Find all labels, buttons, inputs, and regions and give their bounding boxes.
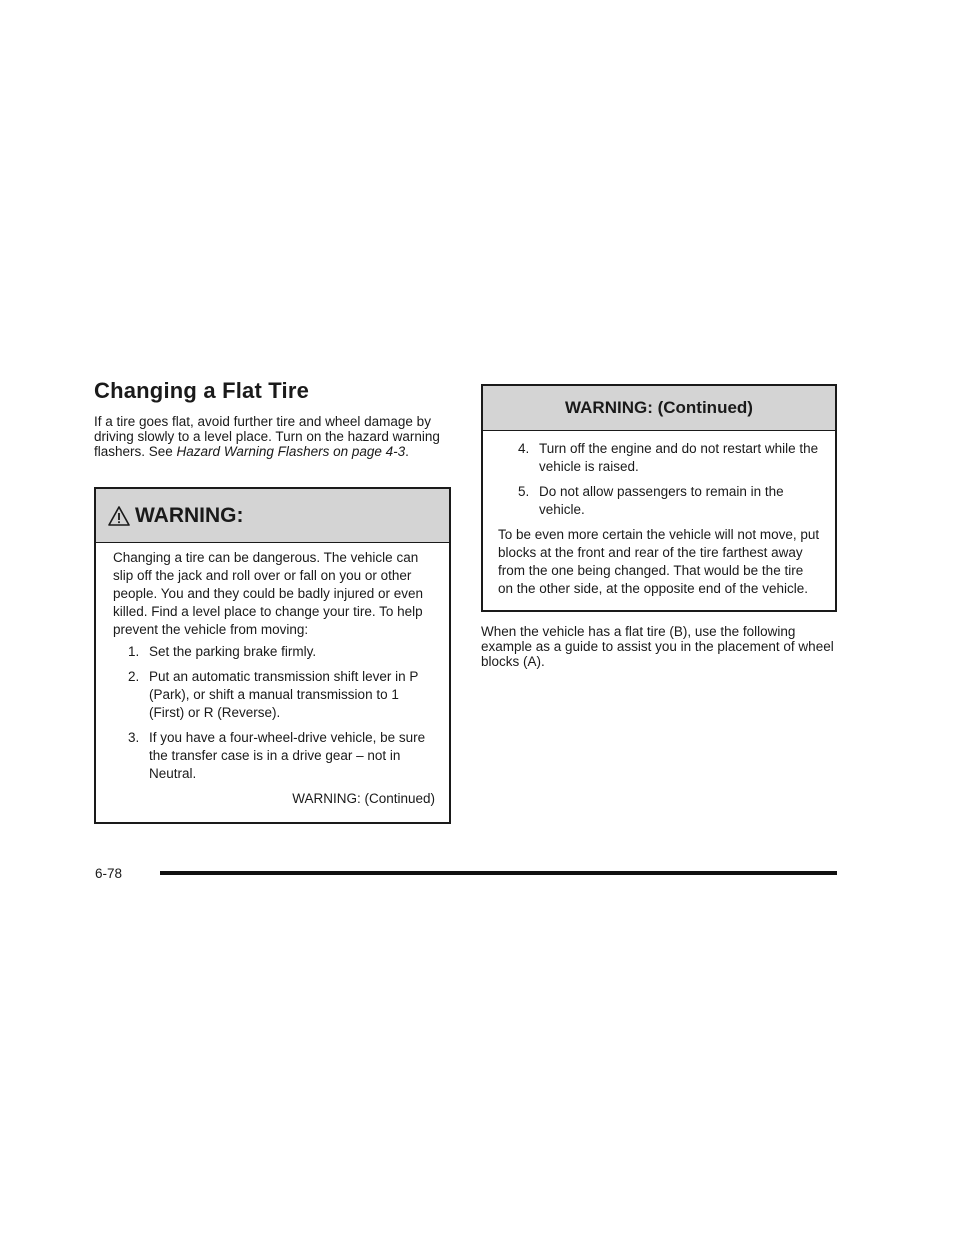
warning-body — [96, 543, 449, 822]
list-item — [128, 729, 435, 783]
step-text: Set the parking brake firmly. — [149, 644, 317, 659]
warning-steps — [498, 440, 821, 519]
warning-continued-text: To be even more certain the vehicle will not move, put blocks at the front and rear of the tire farthest away from the one being changed. That would be the tire on the other side, at the opposite end of the vehicle. — [498, 527, 820, 596]
warning-text: Changing a tire can be dangerous. The vehicle can slip off the jack and roll over or fall on you or other people. You and they could be badly injured or even killed. Find a level place to change your tire. To help prevent the vehicle from moving: — [113, 550, 423, 637]
step-number: 1. — [128, 644, 140, 659]
list-item — [518, 440, 821, 476]
warning-continued-body — [483, 431, 835, 610]
warning-label: WARNING: — [135, 503, 244, 527]
step-text: Put an automatic transmission shift lever in P (Park), or shift a manual transmission to 1 (First) or R (Reverse). — [149, 669, 419, 720]
warning-box — [94, 487, 451, 824]
step-text: Turn off the engine and do not restart while the vehicle is raised. — [539, 441, 819, 474]
left-column — [94, 378, 451, 824]
step-number: 2. — [128, 669, 140, 684]
warning-continued-box — [481, 384, 837, 612]
page-number: 6-78 — [95, 866, 123, 881]
section-title: Changing a Flat Tire — [94, 378, 310, 403]
intro-paragraph — [94, 414, 451, 459]
warning-header — [96, 489, 449, 543]
warning-continued-header — [483, 386, 835, 431]
step-text: Do not allow passengers to remain in the vehicle. — [539, 484, 784, 517]
list-item — [518, 483, 821, 519]
warning-continued-label: WARNING: (Continued) — [565, 398, 753, 417]
footer-rule — [160, 871, 837, 875]
hazard-flashers-link[interactable]: Hazard Warning Flashers on page 4-3 — [176, 444, 406, 459]
list-item — [128, 643, 435, 661]
intro-text: If a tire goes flat, avoid further tire and wheel damage by driving slowly to a level place. Turn on the hazard warning flashers. See — [94, 414, 440, 459]
step-number: 5. — [518, 484, 530, 499]
warning-triangle-icon — [107, 504, 131, 528]
warning-steps — [113, 643, 435, 783]
intro-end: . — [405, 444, 409, 459]
right-column — [481, 384, 837, 669]
step-text: If you have a four-wheel-drive vehicle, be sure the transfer case is in a drive gear – not in Neutral. — [149, 730, 426, 781]
continued-note: WARNING: (Continued) — [292, 791, 435, 806]
list-item — [128, 668, 435, 722]
wheel-blocks-paragraph: When the vehicle has a flat tire (B), use the following example as a guide to assist you in the placement of wheel blocks (A). — [481, 624, 834, 669]
step-number: 4. — [518, 441, 530, 456]
step-number: 3. — [128, 730, 140, 745]
